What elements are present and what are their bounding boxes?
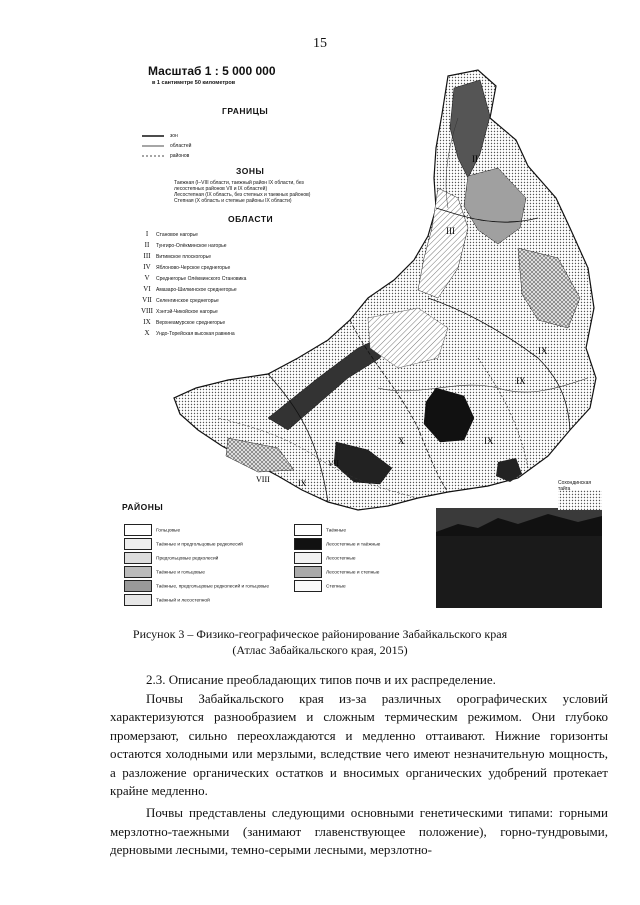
- district-item: Таёжные и предгольцовые редколесий: [124, 538, 243, 550]
- map-label-viii: VIII: [256, 475, 270, 484]
- districts-heading: РАЙОНЫ: [122, 502, 164, 512]
- borders-heading: ГРАНИЦЫ: [222, 106, 269, 116]
- border-regions-label: областей: [170, 143, 192, 149]
- map-label-vii: VII: [328, 459, 340, 468]
- body-text: [110, 690, 608, 860]
- region-item: VIII Хэнтэй-Чикойское нагорье: [140, 307, 218, 315]
- scale-subtitle: в 1 сантиметре 50 километров: [152, 80, 236, 86]
- map-label-ix-4: IX: [298, 479, 307, 488]
- district-item: Предгольцовые редколесий: [124, 552, 218, 564]
- map-label-ii: II: [472, 154, 478, 164]
- paragraph-2: Почвы представлены следующими основными генетическими типами: горными мерзлотно-таежными (занимают главенствующее положение), горно-тундровыми, дерновыми лесными, темно-серыми лесными, мерзлотно-: [110, 805, 608, 858]
- map-label-ix-2: IX: [516, 376, 526, 386]
- page-number: 15: [313, 36, 327, 51]
- zone-line-3: Лесостепная (IX область, без степных и таежных районов): [174, 192, 311, 198]
- caption-line-2: (Атлас Забайкальского края, 2015): [232, 643, 408, 657]
- map-label-x: X: [398, 436, 405, 446]
- map-label-ix-1: IX: [538, 346, 548, 356]
- region-item: II Тунгиро-Олёкминское нагорье: [144, 241, 227, 249]
- regions-heading: ОБЛАСТИ: [228, 214, 274, 224]
- regions-list: [138, 230, 318, 360]
- district-item: Лесостепные: [294, 552, 356, 564]
- region-item: IV Яблоново-Черское среднегорье: [143, 263, 231, 271]
- zone-line-4: Степная (X область и степные районы IX области): [174, 198, 292, 204]
- district-item: Таёжные: [294, 524, 346, 536]
- region-item: X Ундо-Торейская высокая равнина: [144, 329, 235, 337]
- caption-line-1: Рисунок 3 – Физико-географическое районирование Забайкальского края: [132, 627, 508, 641]
- figure-caption: [0, 626, 640, 658]
- district-item: Таёжные и гольцовые: [124, 566, 205, 578]
- district-item: Лесостепные и таёжные: [294, 538, 380, 550]
- zone-line-2: лесостепных районов VII и IX областей): [174, 186, 268, 192]
- district-item: Лесостепные и степные: [294, 566, 379, 578]
- scale-title: Масштаб 1 : 5 000 000: [148, 64, 276, 78]
- photo-label: Сохондинская тайга: [558, 480, 592, 492]
- region-item: VI Амазаро-Шилкинское среднегорье: [143, 285, 237, 293]
- zones-description: [174, 180, 344, 204]
- region-item: I Становое нагорье: [145, 230, 198, 238]
- paragraph-1: Почвы Забайкальского края из-за различных орографических условий характеризуются разнообразием и сложным термическим режимом. Они глубоко промерзают, сильно переохлаждаются и медленно оттаивают. Нижние горизонты остаются холодными или мерзлыми, вследствие чего имеют незначительную мощность, а разложение органических остатков и вносимых органических удобрений протекает крайне медленно.: [110, 691, 608, 799]
- zone-line-1: Таежная (I–VIII области, таежный район IX области, без: [174, 180, 304, 186]
- district-item: Гольцовые: [124, 524, 180, 536]
- district-item: Степные: [294, 580, 346, 592]
- region-item: IX Верхнеамурское среднегорье: [143, 318, 226, 326]
- figure-map: [118, 58, 602, 620]
- border-zones-label: зон: [170, 133, 178, 139]
- border-districts-label: районов: [170, 153, 190, 159]
- district-item: Таёжные, предгольцовые редколесий и гольцовые: [124, 580, 269, 592]
- zones-heading: ЗОНЫ: [236, 166, 265, 176]
- region-item: VII Селенгинское среднегорье: [142, 296, 219, 304]
- region-item: V Среднегорье Олёкминского Становика: [144, 274, 247, 282]
- district-item: Таёжный и лесостепной: [124, 594, 210, 606]
- section-heading: 2.3. Описание преобладающих типов почв и их распределение.: [146, 672, 496, 687]
- map-label-ix-3: IX: [484, 436, 494, 446]
- map-label-iii: III: [446, 226, 455, 236]
- region-item: III Витимское плоскогорье: [143, 252, 211, 260]
